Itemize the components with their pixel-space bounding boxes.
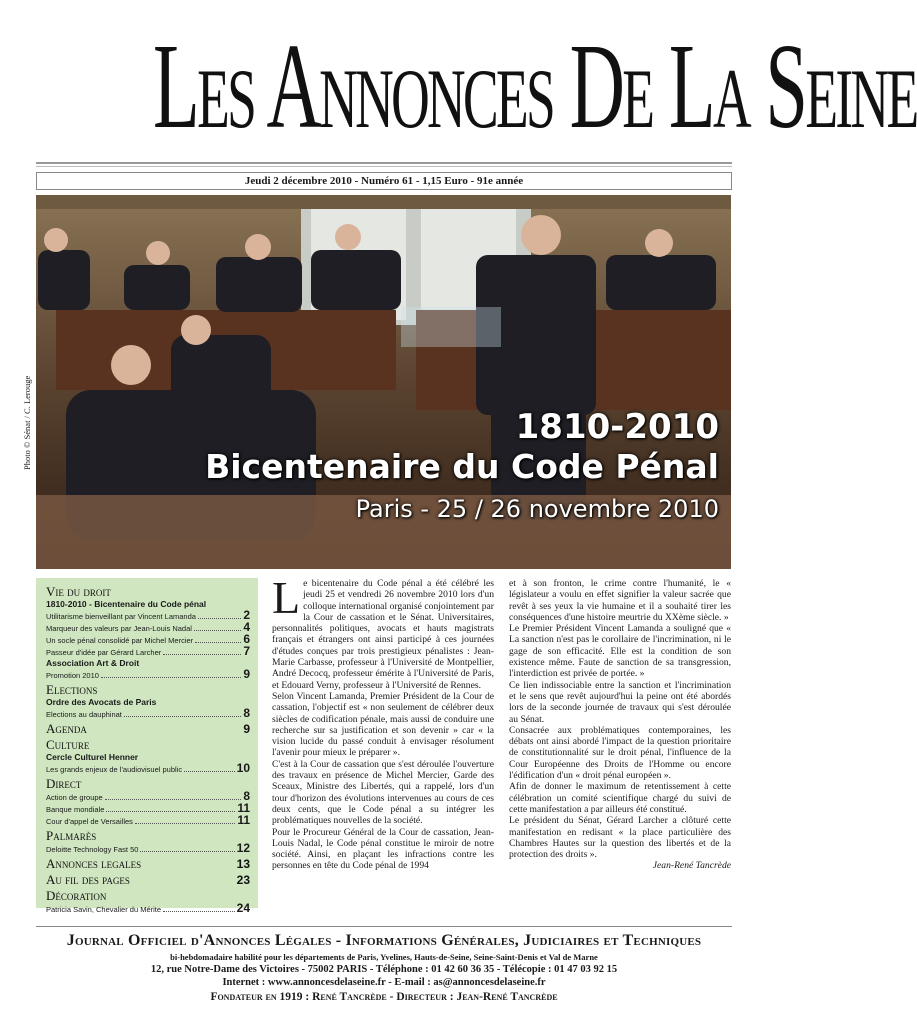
toc-section-direct[interactable]: Direct	[46, 776, 82, 791]
article-paragraph: C'est à la Cour de cassation que s'est déroulée l'ouverture des travaux en présence de Michel Mercier, Garde des Sceaux, Ministre des Libertés, qui a rappelé, lors d'un tour d'horizon des évolutions intervenues au cours de ces deux cents, que le Code pénal a su intégrer les problématiques nouvelles de la société.	[272, 758, 494, 827]
article-paragraph: Le président du Sénat, Gérard Larcher a clôturé cette manifestation en redisant « la place particulière des Chambres Hautes sur la question des libertés et de la protection des droits ».	[509, 815, 731, 861]
toc-section-elections[interactable]: Elections	[46, 682, 98, 697]
toc-item[interactable]: Un socle pénal consolidé par Michel Mercier 6	[46, 632, 250, 646]
toc-item[interactable]: Promotion 2010 9	[46, 667, 250, 681]
divider	[36, 926, 732, 927]
divider	[36, 166, 732, 167]
toc-item[interactable]: Cour d'appel de Versailles 11	[46, 813, 250, 827]
toc-section-agenda[interactable]: Agenda 9	[46, 721, 250, 736]
article-paragraph: Afin de donner le maximum de retentissement à cette célébration un comité scientifique chargé du suivi de cette manifestation a par ailleurs été constitué.	[509, 781, 731, 815]
article-paragraph: et à son fronton, le crime contre l'humanité, le « législateur a voulu en effet signifier la valeur sacrée que revêt à ses yeux la vie humaine et il a souhaité tirer les conséquences d'une histoire meurtrie du XXème siècle. »	[509, 578, 731, 623]
article-paragraph: Ce lien indissociable entre la sanction et l'incrimination et le sens que revêt aujourd'hui la peine ont été abordés lors de la seconde journée de travaux qui s'est déroulée au Sénat.	[509, 679, 731, 725]
article-column-1	[272, 572, 494, 872]
toc-section-culture[interactable]: Culture	[46, 737, 90, 752]
toc-section-palmares[interactable]: Palmarès	[46, 828, 97, 843]
headline-place: Paris - 25 / 26 novembre 2010	[355, 495, 719, 523]
drop-cap: L	[272, 572, 301, 623]
toc-subsection: Cercle Culturel Henner	[46, 752, 139, 762]
toc-subsection: Ordre des Avocats de Paris	[46, 697, 157, 707]
headline-title: Bicentenaire du Code Pénal	[205, 447, 719, 486]
toc-item[interactable]: Les grands enjeux de l'audiovisuel public 10	[46, 761, 250, 775]
toc-item[interactable]: Elections au dauphinat 8	[46, 706, 250, 720]
journal-subtitle: Journal Officiel d'Annonces Légales - Informations Générales, Judiciaires et Techniques	[66, 932, 702, 949]
toc-section-annonces-legales[interactable]: Annonces legales 13	[46, 856, 250, 871]
footer-address: 12, rue Notre-Dame des Victoires - 75002 PARIS - Téléphone : 01 42 60 36 35 - Télécopie : 01 47 03 92 15	[150, 964, 618, 975]
footer-contact[interactable]: Internet : www.annoncesdelaseine.fr - E-mail : as@annoncesdelaseine.fr	[222, 977, 546, 988]
author-signature: Jean-René Tancrède	[652, 860, 731, 872]
footer-habilitation: bi-hebdomadaire habilité pour les départements de Paris, Yvelines, Hauts-de-Seine, Seine-Saint-Denis et Val de Marne	[170, 952, 598, 962]
toc-subsection: 1810-2010 - Bicentenaire du Code pénal	[46, 599, 207, 609]
cover-photo	[36, 195, 731, 569]
toc-item[interactable]: Banque mondiale 11	[46, 801, 250, 815]
toc-item[interactable]: Deloitte Technology Fast 50 12	[46, 841, 250, 855]
article-paragraph: Pour le Procureur Général de la Cour de cassation, Jean-Louis Nadal, le Code pénal constitue le miroir de notre société. Ainsi, en plaçant les infractions contre les personnes en tête du Code pénal de 1994	[272, 826, 494, 872]
article-paragraph: Le Premier Président Vincent Lamanda a souligné que « La sanction n'est pas le corollaire de l'incrimination, ni le gage de son efficacité. Elle est la condition de son existence même. Faute de sanction de sa transgression, l'interdiction est privée de portée. »	[509, 623, 731, 680]
headline-years: 1810-2010	[515, 407, 719, 447]
toc-section-au-fil-des-pages[interactable]: Au fil des pages 23	[46, 872, 250, 887]
article-column-2	[509, 578, 731, 872]
masthead	[34, 12, 917, 162]
photo-credit: Photo © Sénat / C. Lerouge	[22, 375, 32, 470]
divider	[36, 162, 732, 164]
toc-item[interactable]: Action de groupe 8	[46, 789, 250, 803]
toc-item[interactable]: Patricia Savin, Chevalier du Mérite 24	[46, 901, 250, 915]
toc-subsection: Association Art & Droit	[46, 658, 140, 668]
table-of-contents	[36, 578, 258, 915]
toc-item[interactable]: Passeur d'idée par Gérard Larcher 7	[46, 644, 250, 658]
article-paragraph: e bicentenaire du Code pénal a été célébré les jeudi 25 et vendredi 26 novembre 2010 lors d'un colloque international organisé conjointement par la Cour de cassation et le Sénat. Universitaires, personnalités politiques, avocats et hauts magistrats français et étrangers ont ainsi participé à ces journées d'études conçues par trois prestigieux pénalistes : Jean-Marie Carbasse, professeur à l'Université de Montpellier, André Decocq, professeur émérite à l'Université de Paris, et Edouard Verny, professeur à l'Université de Rennes.	[272, 578, 494, 691]
issue-line: Jeudi 2 décembre 2010 - Numéro 61 - 1,15 Euro - 91e année	[36, 172, 732, 190]
toc-section-vie-du-droit[interactable]: Vie du droit	[46, 584, 111, 599]
toc-item[interactable]: Utilitarisme bienveillant par Vincent Lamanda 2	[46, 608, 250, 622]
article-paragraph: Consacrée aux problématiques contemporaines, les débats ont ainsi abordé l'impact de la question prioritaire de constitutionnalité sur le droit pénal, l'influence de la Cour Européenne des Droits de l'Homme ou encore l'édification d'un « droit pénal européen ».	[509, 724, 731, 782]
toc-item[interactable]: Marqueur des valeurs par Jean-Louis Nadal 4	[46, 620, 250, 634]
footer-founder: Fondateur en 1919 : René Tancrède - Directeur : Jean-René Tancrède	[210, 991, 558, 1003]
article-paragraph: Selon Vincent Lamanda, Premier Président de la Cour de cassation, l'objectif est « non seulement de célébrer deux siècles de codification pénale, mais aussi de conduire une recherche sur sa justification et son devenir » car « la vision lucide du passé conduit à envisager résolument l'avenir pour mieux le préparer ».	[272, 690, 494, 759]
newspaper-title: Les Annonces De La Seine	[152, 19, 917, 155]
toc-section-decoration[interactable]: Décoration	[46, 888, 107, 903]
